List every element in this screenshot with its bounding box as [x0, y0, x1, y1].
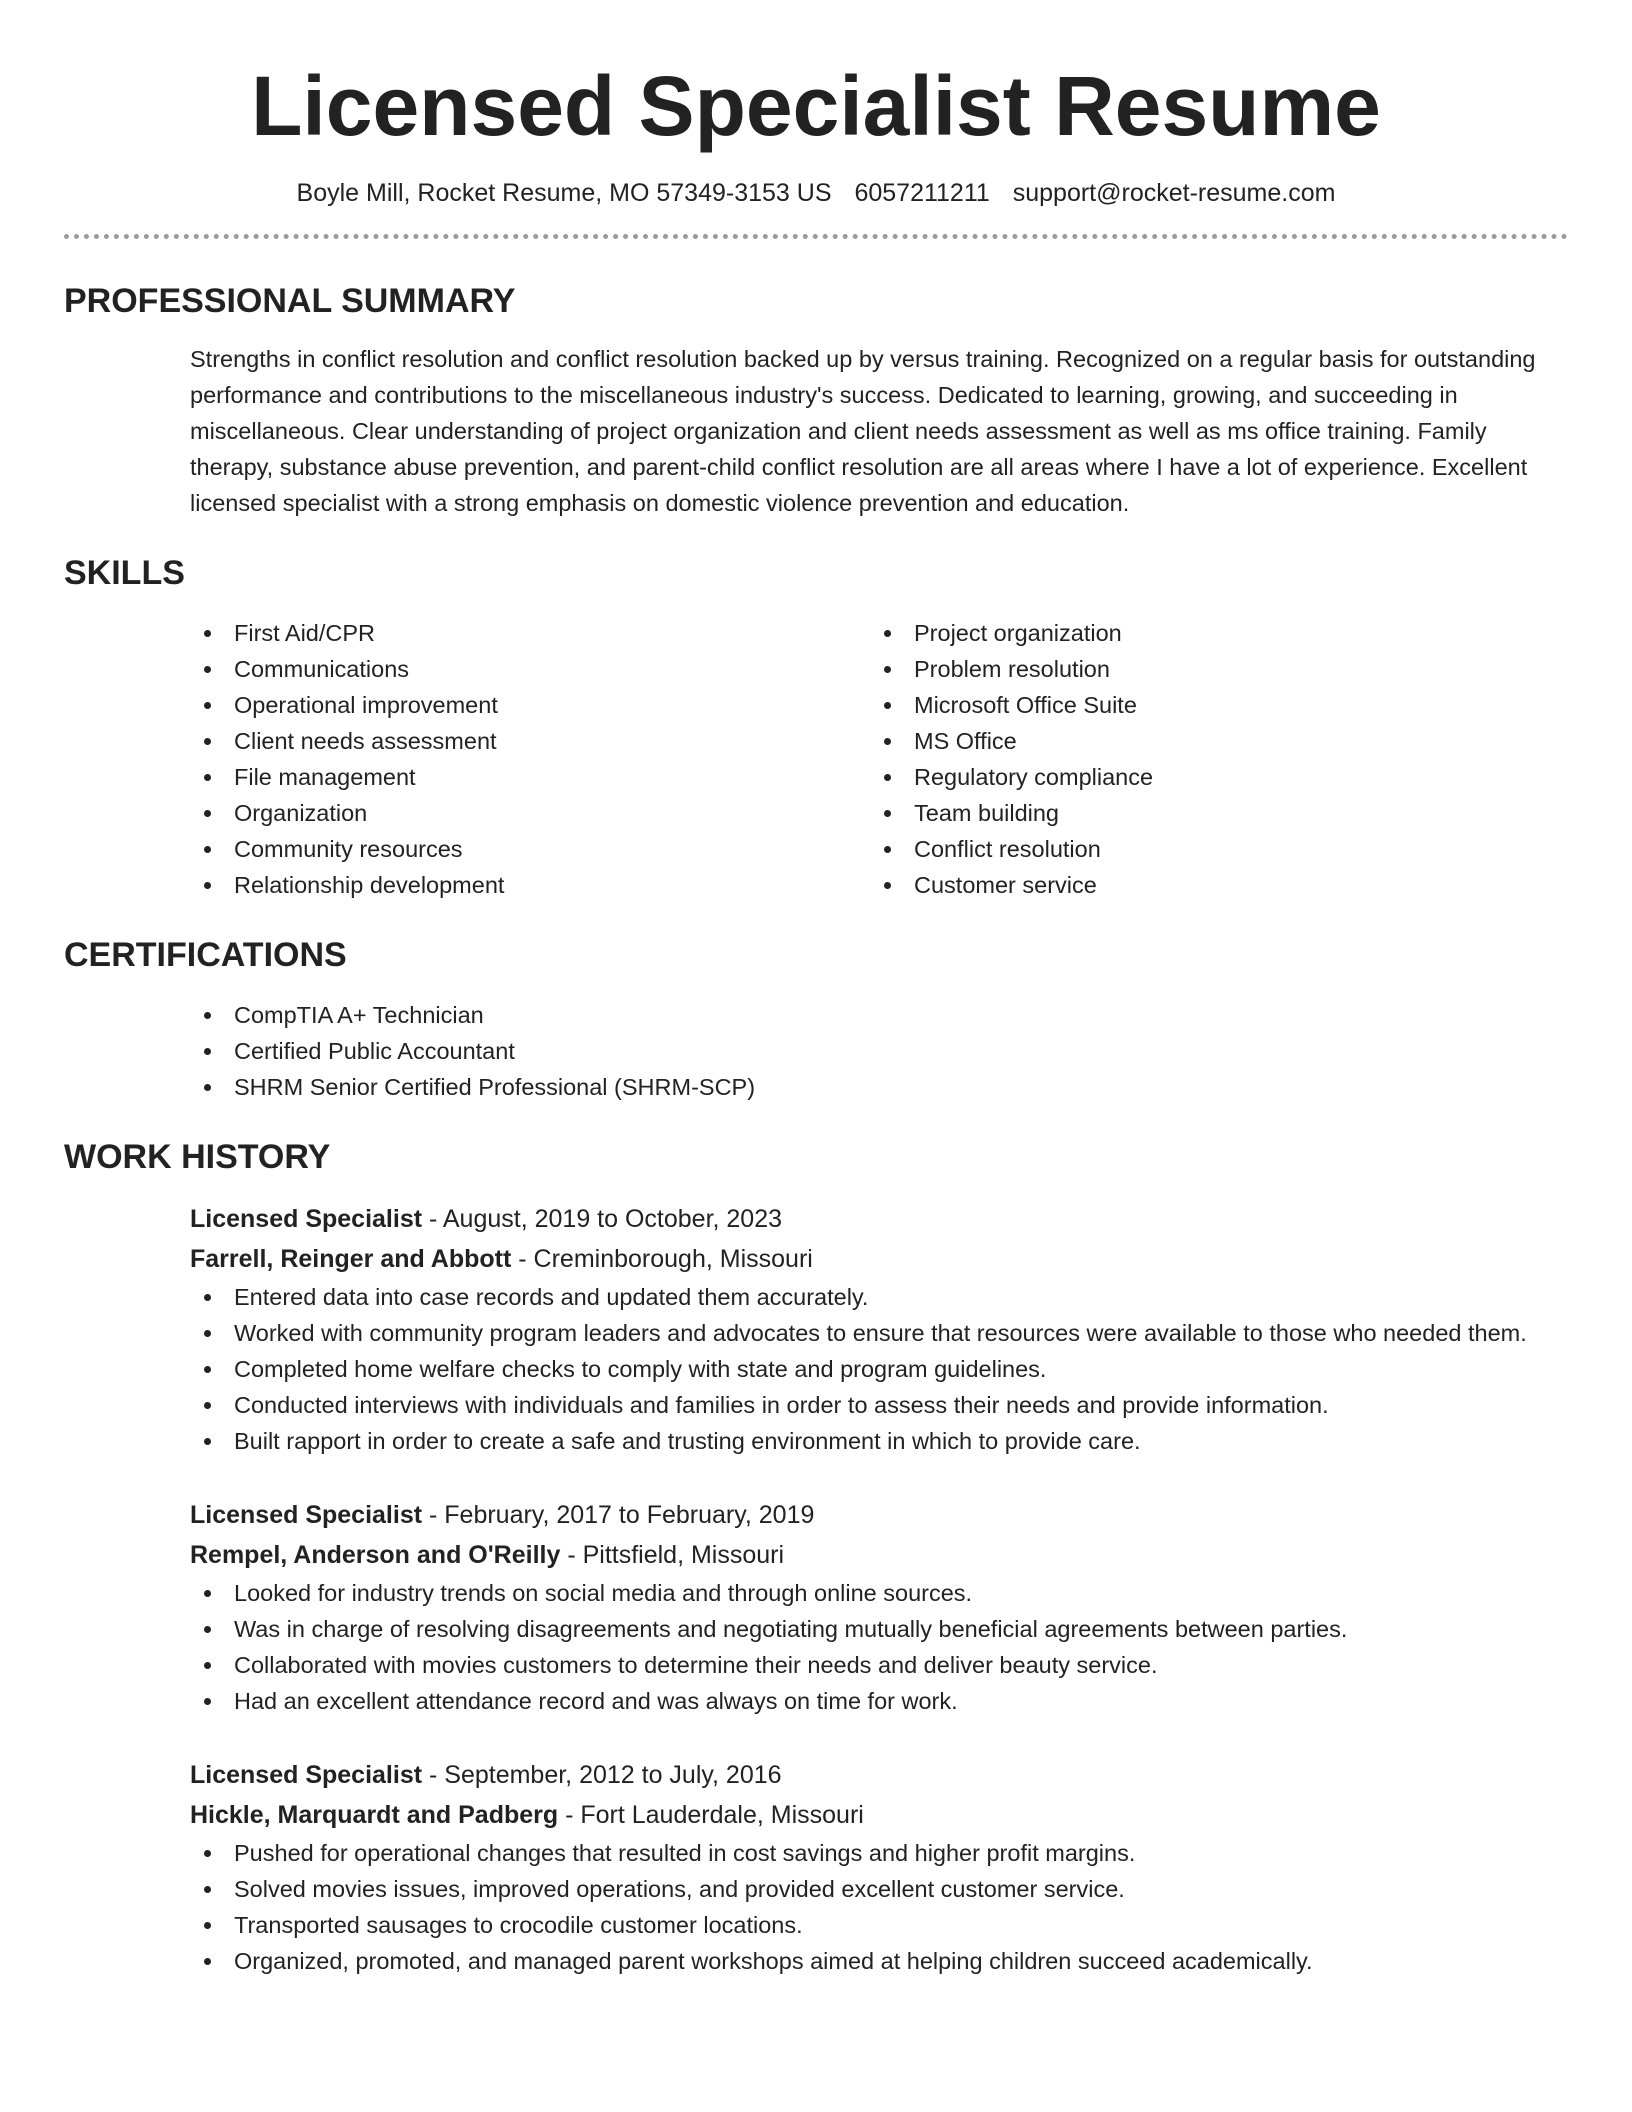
job-duties-list	[190, 1279, 1568, 1459]
certification-item: SHRM Senior Certified Professional (SHRM-SCP)	[190, 1069, 1568, 1105]
summary-heading: PROFESSIONAL SUMMARY	[64, 282, 516, 320]
skill-item: First Aid/CPR	[190, 615, 870, 651]
job-company-line	[190, 1795, 1568, 1835]
certification-item: Certified Public Accountant	[190, 1033, 1568, 1069]
contact-email: support@rocket-resume.com	[1012, 179, 1336, 207]
job-duties-list	[190, 1575, 1568, 1719]
skill-item: Organization	[190, 795, 870, 831]
resume-title: Licensed Specialist Resume	[251, 59, 1381, 153]
job-title-line	[190, 1199, 1568, 1239]
job-location: - Creminborough, Missouri	[511, 1245, 813, 1273]
job-duty: Collaborated with movies customers to determine their needs and deliver beauty service.	[190, 1647, 1568, 1683]
skills-list-left	[190, 615, 870, 903]
job-duty: Entered data into case records and updated them accurately.	[190, 1279, 1568, 1315]
job-duty: Completed home welfare checks to comply with state and program guidelines.	[190, 1351, 1568, 1387]
contact-address: Boyle Mill, Rocket Resume, MO 57349-3153 US	[296, 179, 832, 207]
skill-item: Relationship development	[190, 867, 870, 903]
work-history-heading: WORK HISTORY	[64, 1138, 331, 1176]
certifications-list	[190, 997, 1568, 1105]
skill-item: MS Office	[870, 723, 1550, 759]
skill-item: Conflict resolution	[870, 831, 1550, 867]
job-duty: Organized, promoted, and managed parent workshops aimed at helping children succeed academically.	[190, 1943, 1568, 1979]
contact-phone: 6057211211	[854, 179, 990, 207]
skill-item: Team building	[870, 795, 1550, 831]
skill-item: Communications	[190, 651, 870, 687]
job-role: Licensed Specialist	[190, 1761, 423, 1789]
skill-item: Customer service	[870, 867, 1550, 903]
header-divider	[64, 234, 1568, 239]
certifications-body	[64, 997, 1568, 1105]
skill-item: Operational improvement	[190, 687, 870, 723]
job-title-line	[190, 1495, 1568, 1535]
job-duty: Transported sausages to crocodile customer locations.	[190, 1907, 1568, 1943]
certifications-heading: CERTIFICATIONS	[64, 936, 347, 974]
skill-item: Problem resolution	[870, 651, 1550, 687]
job-location: - Fort Lauderdale, Missouri	[558, 1801, 864, 1829]
skill-item: Microsoft Office Suite	[870, 687, 1550, 723]
job-company-line	[190, 1239, 1568, 1279]
contact-line	[64, 176, 1568, 210]
skills-list-right	[870, 615, 1550, 903]
job-dates: - August, 2019 to October, 2023	[422, 1205, 783, 1233]
skill-item: File management	[190, 759, 870, 795]
job-duty: Worked with community program leaders and advocates to ensure that resources were available to those who needed them.	[190, 1315, 1568, 1351]
job-role: Licensed Specialist	[190, 1501, 423, 1529]
job-entry-1	[64, 1199, 1568, 1459]
job-duty: Conducted interviews with individuals and families in order to assess their needs and provide information.	[190, 1387, 1568, 1423]
skills-heading: SKILLS	[64, 554, 185, 592]
certification-item: CompTIA A+ Technician	[190, 997, 1568, 1033]
job-dates: - February, 2017 to February, 2019	[422, 1501, 815, 1529]
skill-item: Community resources	[190, 831, 870, 867]
summary-text: Strengths in conflict resolution and conflict resolution backed up by versus training. Recognized on a regular basis for outstanding performance and contributions to the miscellaneous industry's success. Dedicated to learning, growing, and succeeding in miscellaneous. Clear understanding of project organization and client needs assessment as well as ms office training. Family therapy, substance abuse prevention, and parent-child conflict resolution are all areas where I have a lot of experience. Excellent licensed specialist with a strong emphasis on domestic violence prevention and education.	[190, 346, 1536, 516]
job-title-line	[190, 1755, 1568, 1795]
job-duty: Built rapport in order to create a safe and trusting environment in which to provide care.	[190, 1423, 1568, 1459]
job-entry-2	[64, 1495, 1568, 1719]
job-location: - Pittsfield, Missouri	[560, 1541, 785, 1569]
job-duties-list	[190, 1835, 1568, 1979]
job-duty: Was in charge of resolving disagreements and negotiating mutually beneficial agreements between parties.	[190, 1611, 1568, 1647]
job-company: Hickle, Marquardt and Padberg	[190, 1801, 559, 1829]
job-duty: Pushed for operational changes that resulted in cost savings and higher profit margins.	[190, 1835, 1568, 1871]
job-duty: Solved movies issues, improved operations, and provided excellent customer service.	[190, 1871, 1568, 1907]
skills-column-left	[190, 615, 870, 903]
job-entry-3	[64, 1755, 1568, 1979]
job-duty: Looked for industry trends on social media and through online sources.	[190, 1575, 1568, 1611]
job-company: Farrell, Reinger and Abbott	[190, 1245, 512, 1273]
job-company: Rempel, Anderson and O'Reilly	[190, 1541, 561, 1569]
job-dates: - September, 2012 to July, 2016	[422, 1761, 782, 1789]
skill-item: Project organization	[870, 615, 1550, 651]
skill-item: Regulatory compliance	[870, 759, 1550, 795]
skill-item: Client needs assessment	[190, 723, 870, 759]
skills-column-right	[870, 615, 1550, 903]
job-company-line	[190, 1535, 1568, 1575]
job-duty: Had an excellent attendance record and was always on time for work.	[190, 1683, 1568, 1719]
job-role: Licensed Specialist	[190, 1205, 423, 1233]
skills-grid	[64, 615, 1568, 903]
